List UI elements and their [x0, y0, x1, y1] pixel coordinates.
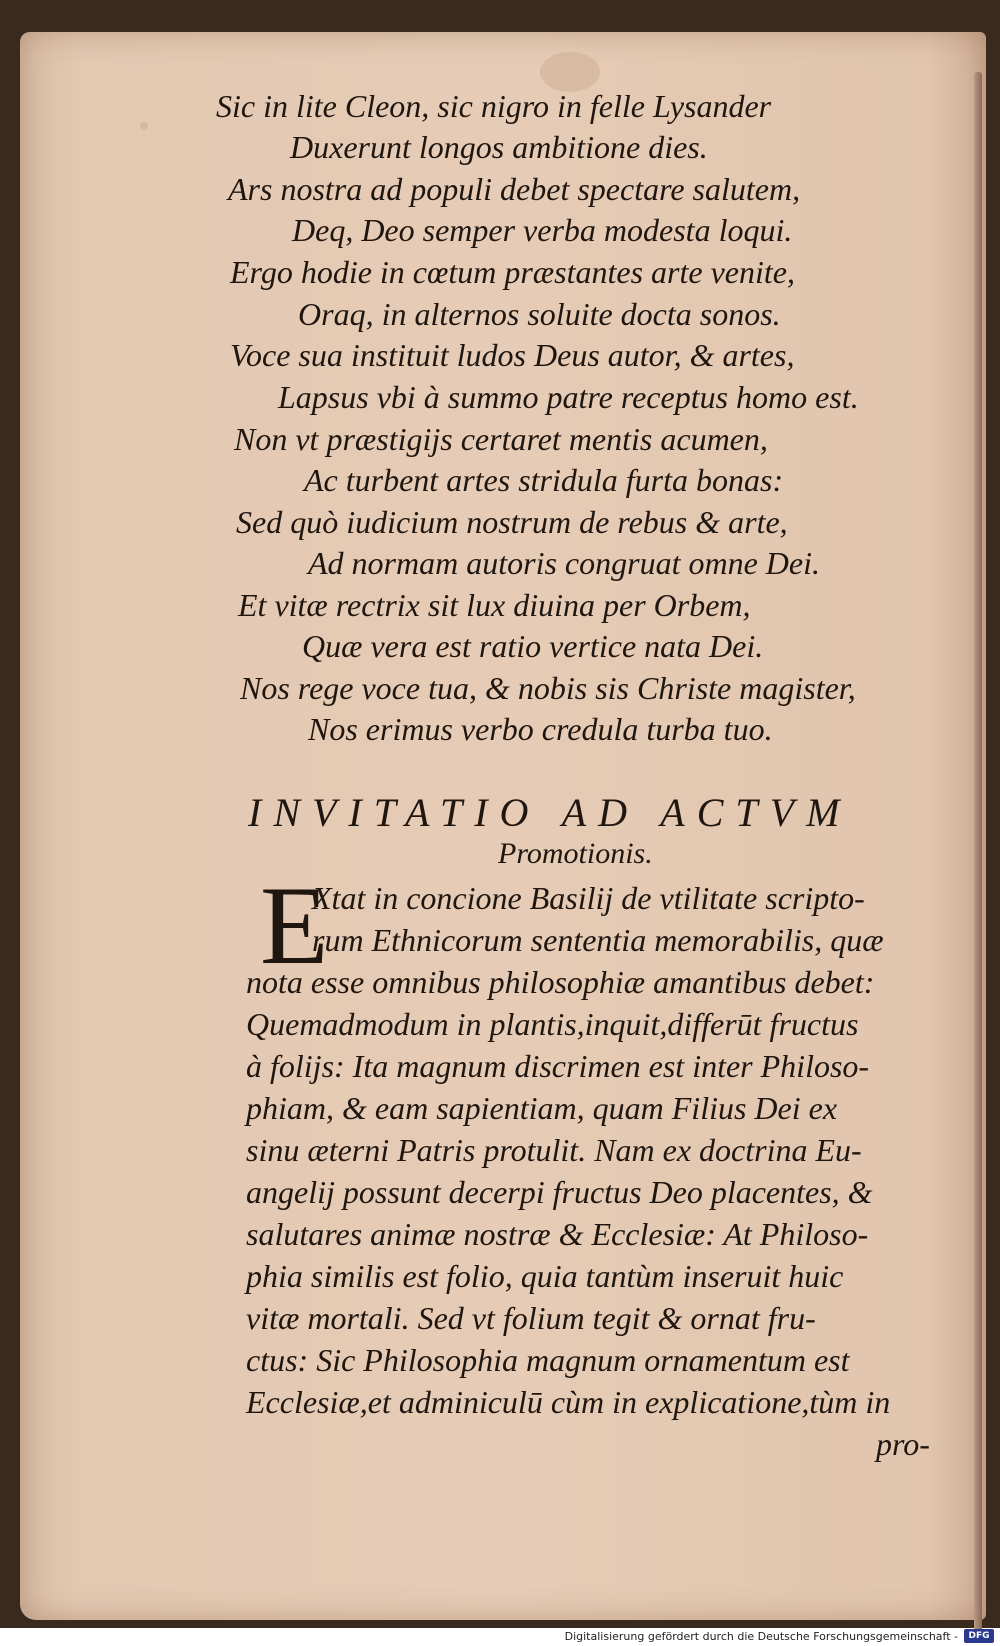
digitization-credit: Digitalisierung gefördert durch die Deutsche Forschungsgemeinschaft -	[564, 1630, 958, 1643]
prose-line: Quemadmodum in plantis,inquit,differūt fructus	[246, 1006, 859, 1042]
prose-line: nota esse omnibus philosophiæ amantibus debet:	[246, 964, 875, 1000]
poem-line: Non vt præstigijs certaret mentis acumen,	[234, 421, 768, 457]
poem-line: Oraq, in alternos soluite docta sonos.	[298, 296, 781, 332]
prose-line: phia similis est folio, quia tantùm inseruit huic	[246, 1258, 844, 1294]
poem-line: Nos rege voce tua, & nobis sis Christe magister,	[240, 670, 856, 706]
section-heading: INVITATIO AD ACTVM	[248, 790, 852, 835]
prose-line: phiam, & eam sapientiam, quam Filius Dei ex	[246, 1090, 838, 1126]
poem-line: Ac turbent artes stridula furta bonas:	[304, 462, 784, 498]
page-text	[20, 32, 986, 1620]
poem-line: Sic in lite Cleon, sic nigro in felle Lysander	[216, 88, 772, 124]
drop-cap: E	[260, 864, 329, 988]
prose-line: à folijs: Ita magnum discrimen est inter Philoso-	[246, 1048, 870, 1084]
prose-line: angelij possunt decerpi fructus Deo placentes, &	[246, 1174, 873, 1210]
prose-line: Ecclesiæ,et adminiculū cùm in explicatione,tùm in	[246, 1384, 891, 1420]
dfg-logo: DFG	[964, 1629, 994, 1643]
poem-line: Deq, Deo semper verba modesta loqui.	[292, 212, 793, 248]
poem-line: Voce sua instituit ludos Deus autor, & artes,	[230, 337, 795, 373]
prose-line: rum Ethnicorum sententia memorabilis, quæ	[312, 922, 884, 958]
poem-line: Ars nostra ad populi debet spectare salutem,	[228, 171, 801, 207]
catchword: pro-	[876, 1426, 930, 1462]
prose-line: salutares animæ nostræ & Ecclesiæ: At Philoso-	[246, 1216, 869, 1252]
poem-line: Sed quò iudicium nostrum de rebus & arte,	[236, 504, 788, 540]
poem-line: Et vitæ rectrix sit lux diuina per Orbem,	[238, 587, 751, 623]
poem-line: Ad normam autoris congruat omne Dei.	[308, 545, 820, 581]
poem-line: Lapsus vbi à summo patre receptus homo est.	[278, 379, 859, 415]
poem-line: Nos erimus verbo credula turba tuo.	[308, 711, 773, 747]
prose-line: vitæ mortali. Sed vt folium tegit & ornat fru-	[246, 1300, 816, 1336]
prose-line: ctus: Sic Philosophia magnum ornamentum est	[246, 1342, 850, 1378]
poem-line: Ergo hodie in cœtum præstantes arte venite,	[230, 254, 795, 290]
book-page	[20, 32, 986, 1620]
prose-line: Xtat in concione Basilij de vtilitate scripto-	[312, 880, 865, 916]
poem-line: Quæ vera est ratio vertice nata Dei.	[302, 628, 764, 664]
section-subheading: Promotionis.	[498, 837, 653, 870]
prose-line: sinu æterni Patris protulit. Nam ex doctrina Eu-	[246, 1132, 862, 1168]
poem-line: Duxerunt longos ambitione dies.	[290, 129, 708, 165]
